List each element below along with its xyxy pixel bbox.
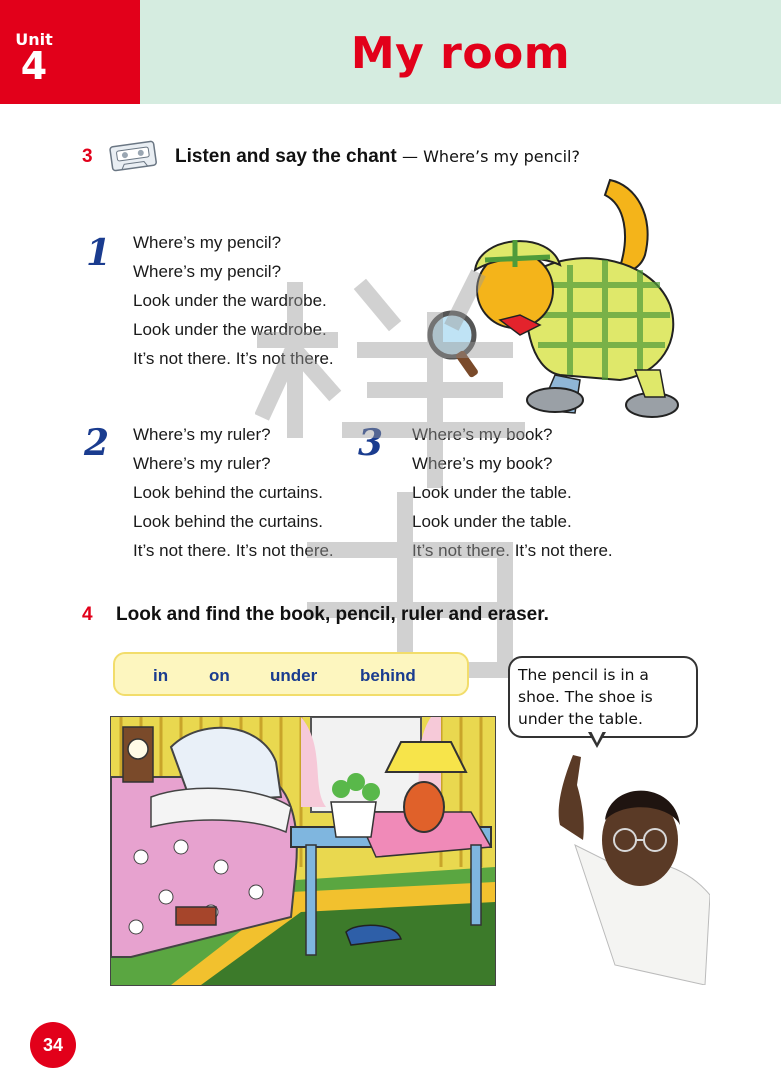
unit-badge	[0, 0, 140, 104]
preposition-word-bar	[113, 652, 469, 696]
find-heading: Look and find the book, pencil, ruler and eraser.	[116, 604, 549, 625]
verse-2	[133, 420, 334, 565]
word-chip: behind	[360, 666, 416, 685]
verse-line: Look behind the curtains.	[133, 483, 323, 502]
section-number: 3	[82, 146, 93, 167]
page-title: My room	[350, 28, 571, 79]
verse-line: Where’s my ruler?	[133, 454, 271, 473]
verse-line: Where’s my ruler?	[133, 425, 271, 444]
verse-number: 1	[86, 232, 112, 274]
word-chip: on	[209, 666, 230, 685]
verse-line: Look behind the curtains.	[133, 512, 323, 531]
chant-subtitle: — Where’s my pencil?	[402, 147, 580, 166]
verse-line: Look under the table.	[412, 483, 572, 502]
verse-line: It’s not there. It’s not there.	[133, 541, 334, 560]
verse-line: Look under the wardrobe.	[133, 291, 327, 310]
speech-bubble-tail-fill	[591, 731, 603, 743]
verse-line: Where’s my book?	[412, 454, 553, 473]
bedroom-illustration	[110, 716, 496, 986]
verse-line: Where’s my pencil?	[133, 262, 282, 281]
word-chip: in	[153, 666, 169, 685]
verse-line: Where’s my pencil?	[133, 233, 282, 252]
cassette-tape-icon[interactable]	[108, 138, 158, 172]
section-heading	[175, 146, 580, 168]
word-chip: under	[270, 666, 318, 685]
verse-line: Where’s my book?	[412, 425, 553, 444]
detective-cat-illustration	[420, 175, 690, 430]
verse-number: 3	[358, 422, 384, 464]
verse-line: Look under the wardrobe.	[133, 320, 327, 339]
verse-line: It’s not there. It’s not there.	[133, 349, 334, 368]
verse-line: Look under the table.	[412, 512, 572, 531]
speech-bubble-text: The pencil is in a shoe. The shoe is under the table.	[518, 666, 653, 728]
speech-bubble	[508, 656, 698, 738]
chant-heading: Listen and say the chant	[175, 146, 397, 167]
unit-label: Unit	[15, 30, 53, 49]
section-number: 4	[82, 604, 93, 625]
unit-number: 4	[20, 44, 48, 88]
boy-pointing-photo	[555, 745, 710, 985]
verse-3	[412, 420, 613, 565]
verse-number: 2	[84, 422, 110, 464]
verse-line: It’s not there. It’s not there.	[412, 541, 613, 560]
verse-1	[133, 228, 334, 373]
page-number: 34	[30, 1022, 76, 1068]
